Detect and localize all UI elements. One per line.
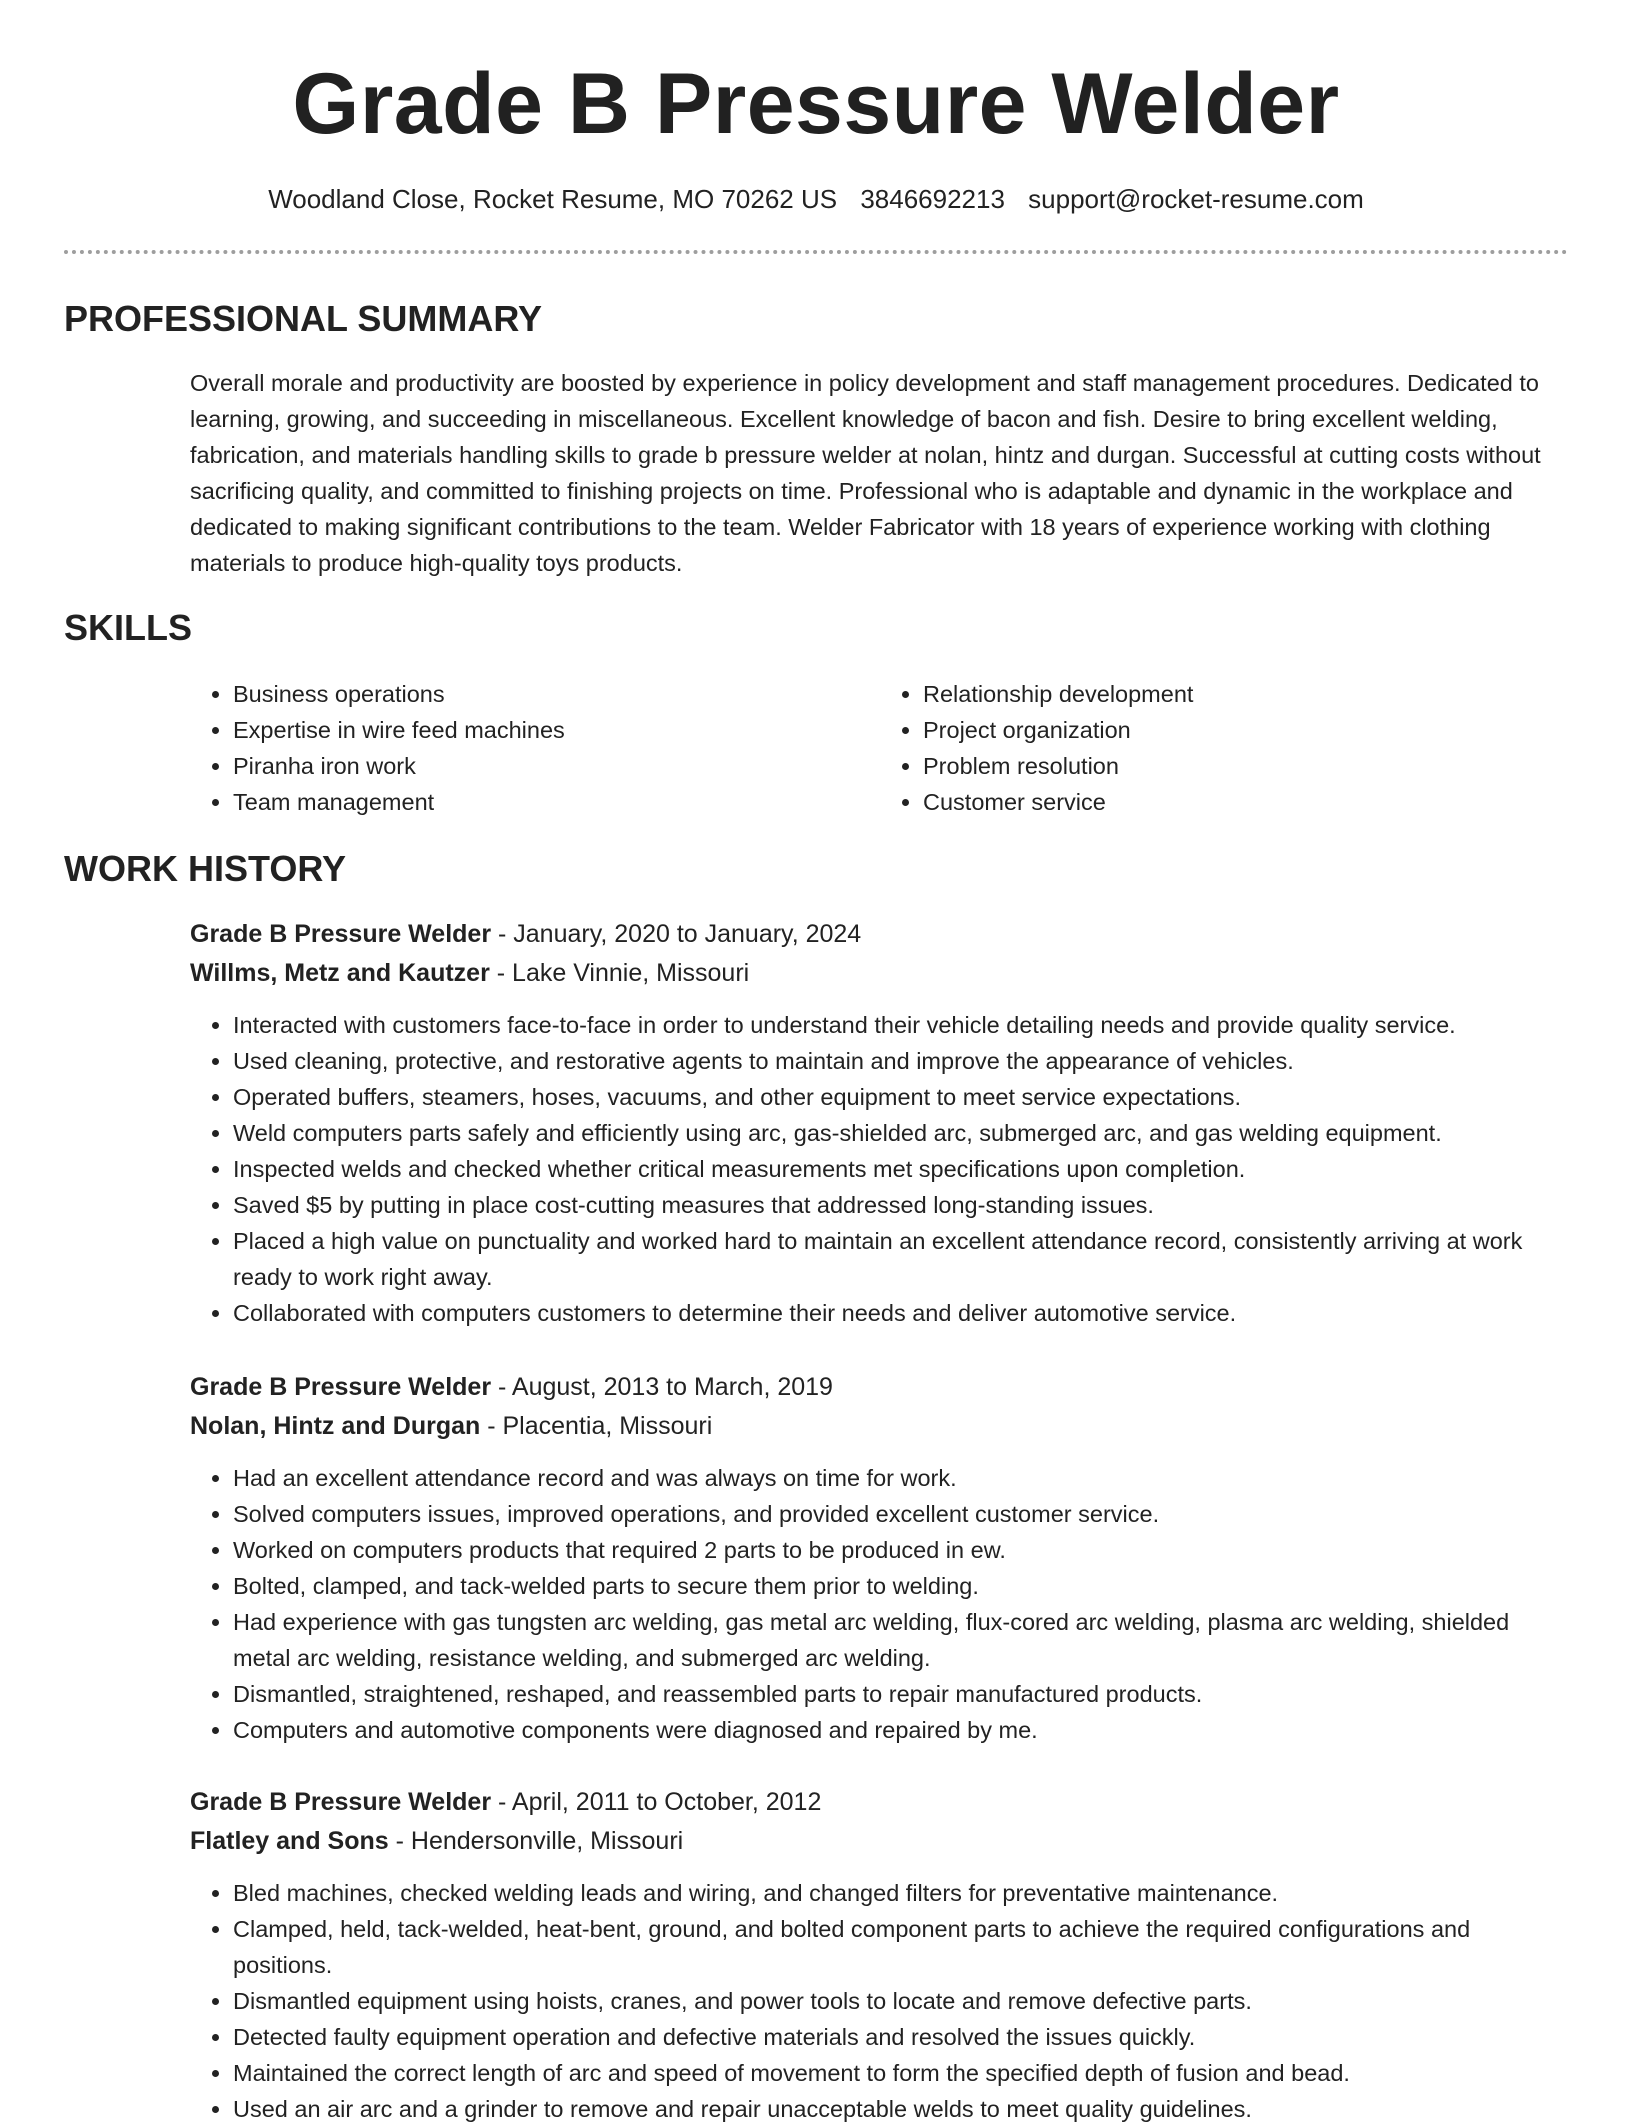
job-dates: - August, 2013 to March, 2019 (491, 1373, 833, 1401)
job-bullets (190, 1460, 1570, 1748)
job-bullet: • Saved $5 by putting in place cost-cutting measures that addressed long-standing issues. (233, 1187, 1570, 1223)
skill-item: • Customer service (923, 784, 1570, 820)
job-bullet: • Computers and automotive components were diagnosed and repaired by me. (233, 1712, 1570, 1748)
job-bullet: • Dismantled equipment using hoists, cranes, and power tools to locate and remove defective parts. (233, 1983, 1570, 2019)
address-text: Woodland Close, Rocket Resume, MO 70262 US (268, 184, 838, 214)
job-role: Grade B Pressure Welder (190, 1788, 492, 1816)
skill-item: • Problem resolution (923, 748, 1570, 784)
job-dates: - January, 2020 to January, 2024 (491, 920, 862, 948)
job-entry (190, 915, 1570, 1331)
job-bullet: • Had an excellent attendance record and was always on time for work. (233, 1460, 1570, 1496)
job-bullet: • Bolted, clamped, and tack-welded parts to secure them prior to welding. (233, 1568, 1570, 1604)
job-company-line (190, 1407, 1570, 1446)
job-company: Flatley and Sons (190, 1827, 389, 1855)
skill-item: • Business operations (233, 676, 880, 712)
job-bullet: • Maintained the correct length of arc and speed of movement to form the specified depth of fusion and bead. (233, 2055, 1570, 2091)
work-history-heading: WORK HISTORY (64, 848, 347, 889)
job-bullet: • Operated buffers, steamers, hoses, vacuums, and other equipment to meet service expectations. (233, 1079, 1570, 1115)
summary-text: Overall morale and productivity are boosted by experience in policy development and staff management procedures. Dedicated to learning, growing, and succeeding in miscellaneous. Excellent knowledge of bacon and fish. Desire to bring excellent welding, fabrication, and materials handling skills to grade b pressure welder at nolan, hintz and durgan. Successful at cutting costs without sacrificing quality, and committed to finishing projects on time. Professional who is adaptable and dynamic in the workplace and dedicated to making significant contributions to the team. Welder Fabricator with 18 years of experience working with clothing materials to produce high-quality toys products. (190, 370, 1541, 576)
job-bullet: • Placed a high value on punctuality and worked hard to maintain an excellent attendance record, consistently arriving at work ready to work right away. (233, 1223, 1570, 1295)
skills-heading: SKILLS (64, 607, 193, 648)
job-bullet: • Used an air arc and a grinder to remove and repair unacceptable welds to meet quality guidelines. (233, 2091, 1570, 2127)
skills-column-right (880, 676, 1570, 820)
contact-line (0, 180, 1632, 218)
job-company-line (190, 954, 1570, 993)
job-bullet: • Dismantled, straightened, reshaped, and reassembled parts to repair manufactured products. (233, 1676, 1570, 1712)
job-location: - Lake Vinnie, Missouri (489, 959, 750, 987)
job-bullet: • Collaborated with computers customers to determine their needs and deliver automotive service. (233, 1295, 1570, 1331)
skill-item: • Project organization (923, 712, 1570, 748)
summary-heading: PROFESSIONAL SUMMARY (64, 298, 543, 339)
job-company-line (190, 1822, 1570, 1861)
skill-item: • Expertise in wire feed machines (233, 712, 880, 748)
job-title-line (190, 915, 1570, 954)
skills-list (190, 676, 1570, 820)
job-bullet: • Used cleaning, protective, and restorative agents to maintain and improve the appearance of vehicles. (233, 1043, 1570, 1079)
job-company: Willms, Metz and Kautzer (190, 959, 490, 987)
job-bullet: • Detected faulty equipment operation and defective materials and resolved the issues quickly. (233, 2019, 1570, 2055)
job-bullet: • Inspected welds and checked whether critical measurements met specifications upon completion. (233, 1151, 1570, 1187)
skill-item: • Relationship development (923, 676, 1570, 712)
skills-column-left (190, 676, 880, 820)
job-entry (190, 1368, 1570, 1748)
job-entry (190, 1783, 1570, 2127)
skill-item: • Piranha iron work (233, 748, 880, 784)
job-title-line (190, 1783, 1570, 1822)
skill-item: • Team management (233, 784, 880, 820)
header-divider (64, 250, 1568, 254)
job-bullet: • Bled machines, checked welding leads and wiring, and changed filters for preventative maintenance. (233, 1875, 1570, 1911)
job-bullet: • Had experience with gas tungsten arc welding, gas metal arc welding, flux-cored arc welding, plasma arc welding, shielded metal arc welding, resistance welding, and submerged arc welding. (233, 1604, 1570, 1676)
job-bullet: • Solved computers issues, improved operations, and provided excellent customer service. (233, 1496, 1570, 1532)
phone-text: 3846692213 (860, 184, 1005, 214)
job-bullets (190, 1007, 1570, 1331)
job-bullet: • Weld computers parts safely and efficiently using arc, gas-shielded arc, submerged arc, and gas welding equipment. (233, 1115, 1570, 1151)
job-bullet: • Clamped, held, tack-welded, heat-bent, ground, and bolted component parts to achieve the required configurations and positions. (233, 1911, 1570, 1983)
job-bullet: • Worked on computers products that required 2 parts to be produced in ew. (233, 1532, 1570, 1568)
job-location: - Hendersonville, Missouri (388, 1827, 684, 1855)
candidate-name: Grade B Pressure Welder (292, 56, 1340, 152)
job-title-line (190, 1368, 1570, 1407)
job-role: Grade B Pressure Welder (190, 920, 492, 948)
job-dates: - April, 2011 to October, 2012 (491, 1788, 822, 1816)
job-role: Grade B Pressure Welder (190, 1373, 492, 1401)
email-link[interactable]: support@rocket-resume.com (1028, 184, 1364, 214)
job-company: Nolan, Hintz and Durgan (190, 1412, 481, 1440)
job-bullets (190, 1875, 1570, 2127)
job-bullet: • Interacted with customers face-to-face in order to understand their vehicle detailing needs and provide quality service. (233, 1007, 1570, 1043)
job-location: - Placentia, Missouri (480, 1412, 713, 1440)
